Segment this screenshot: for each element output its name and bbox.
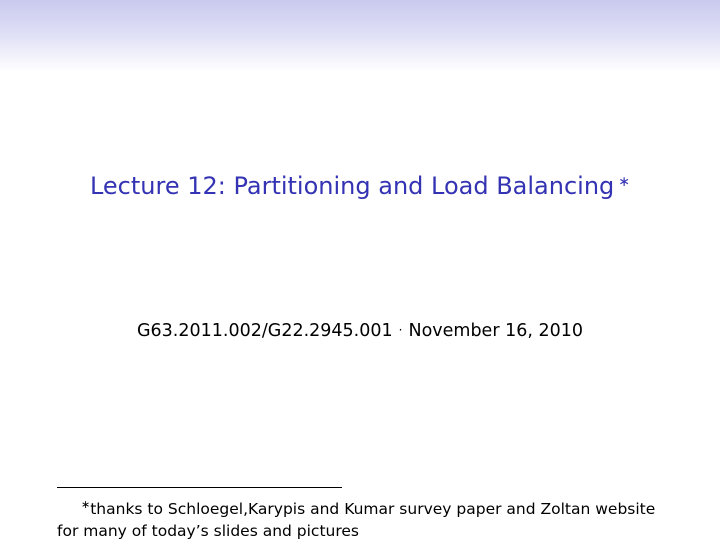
- title-footnote-mark: ∗: [618, 174, 631, 190]
- slide-subtitle: [0, 316, 720, 345]
- footnote: [57, 494, 677, 542]
- course-code: G63.2011.002/G22.2945.001: [136, 321, 393, 341]
- footnote-line-2: [57, 520, 677, 542]
- header-band: [0, 0, 720, 72]
- footnote-rule: [57, 487, 342, 488]
- lecture-date: November 16, 2010: [408, 321, 584, 341]
- footnote-line-1: [57, 494, 677, 520]
- slide-title-text: Lecture 12: Partitioning and Load Balancing: [89, 172, 615, 200]
- subtitle-separator: ·: [398, 323, 403, 337]
- footnote-mark: ∗: [81, 498, 91, 511]
- footnote-text-2: for many of today’s slides and pictures: [57, 522, 359, 540]
- slide-title: [0, 165, 720, 203]
- footnote-text-1: thanks to Schloegel,Karypis and Kumar survey paper and Zoltan website: [90, 500, 656, 518]
